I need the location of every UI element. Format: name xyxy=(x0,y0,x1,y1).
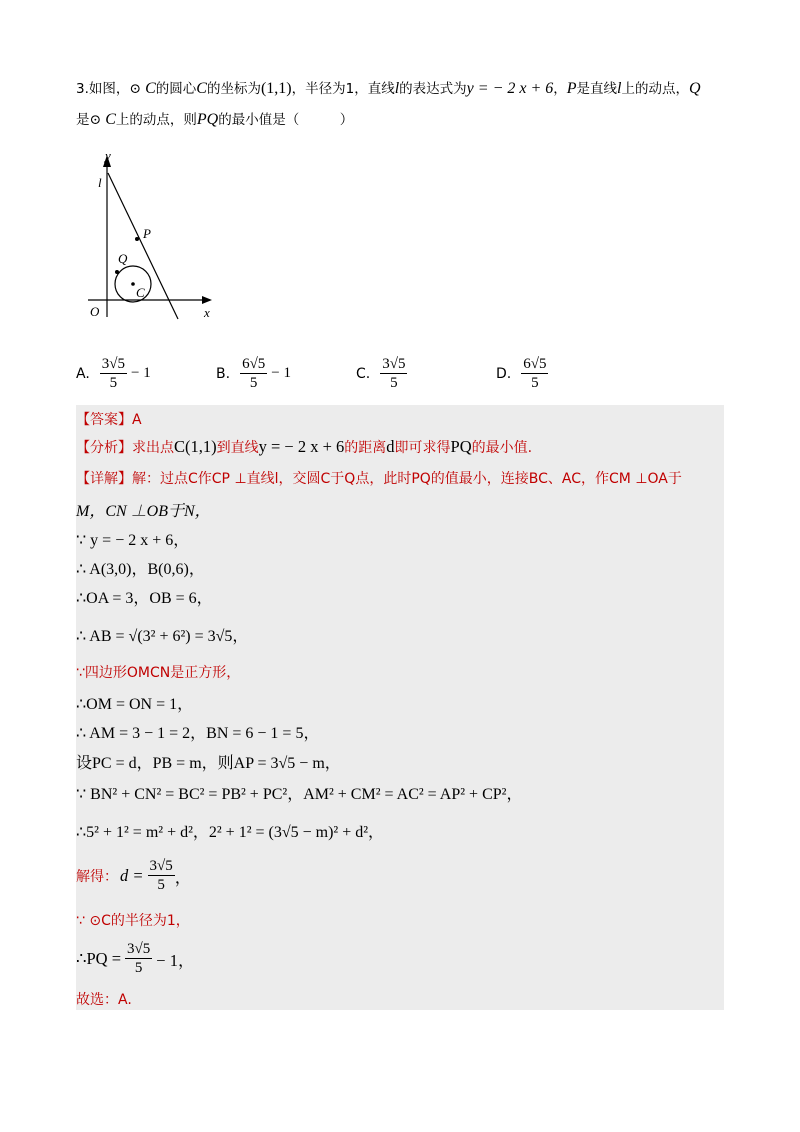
analysis-line: 【分析】求出点C(1,1)到直线y = − 2 x + 6的距离d即可求得PQ的最小值. xyxy=(76,437,533,456)
label-c: C xyxy=(136,285,145,300)
option-d[interactable]: D. $\frac{6√5}{5}$ xyxy=(496,356,547,391)
label-y: y xyxy=(105,148,111,163)
step-7: ∵四边形OMCN是正方形， xyxy=(76,665,241,681)
final-choice: 故选：A. xyxy=(76,992,132,1008)
step-5: ∴OA = 3，OB = 6， xyxy=(76,590,213,607)
geometry-figure xyxy=(80,145,230,325)
step-9: ∴ AM = 3 − 1 = 2，BN = 6 − 1 = 5， xyxy=(76,725,320,742)
answer-tag: 【答案】A xyxy=(76,412,142,428)
step-6: ∴ AB = √(3² + 6²) = 3√5， xyxy=(76,628,249,645)
point-c xyxy=(131,282,135,286)
step-10: 设PC = d，PB = m，则AP = 3√5 − m， xyxy=(76,755,341,772)
question-line-1: 3.如图，⊙ C的圆心C的坐标为(1,1)，半径为1，直线l的表达式为y = − 2 x + 6，P是直线l上的动点，Q xyxy=(76,80,701,97)
step-15: ∴PQ = $\frac{3√5}{5}$ − 1， xyxy=(76,941,195,976)
detail-line-2: M，CN ⊥OB于N， xyxy=(76,503,211,520)
detail-line-1: 【详解】解：过点C作CP ⊥直线l，交圆C于Q点，此时PQ的值最小，连接BC、AC，作CM ⊥OA于 xyxy=(76,471,682,487)
option-c[interactable]: C. $\frac{3√5}{5}$ xyxy=(356,356,406,391)
label-x: x xyxy=(204,305,210,320)
step-3: ∵ y = − 2 x + 6， xyxy=(76,532,190,549)
point-p xyxy=(135,237,139,241)
step-12: ∴5² + 1² = m² + d²，2² + 1² = (3√5 − m)² + d²， xyxy=(76,824,385,841)
label-l: l xyxy=(98,175,102,190)
step-13: 解得： d = $\frac{3√5}{5}$ ， xyxy=(76,858,192,893)
option-b[interactable]: B. $\frac{6√5}{5}$ − 1 xyxy=(216,356,292,391)
option-a[interactable]: A. $\frac{3√5}{5}$ − 1 xyxy=(76,356,151,391)
step-11: ∵ BN² + CN² = BC² = PB² + PC²，AM² + CM² = AC² = AP² + CP²， xyxy=(76,786,523,803)
question-line-2: 是⊙ C上的动点，则PQ的最小值是（ ） xyxy=(76,111,354,128)
label-o: O xyxy=(90,304,100,319)
step-8: ∴OM = ON = 1， xyxy=(76,696,194,713)
x-axis-arrow xyxy=(202,296,212,304)
point-q xyxy=(115,270,119,274)
label-q: Q xyxy=(118,251,128,266)
label-p: P xyxy=(143,226,151,241)
step-4: ∴ A(3,0)，B(0,6)， xyxy=(76,561,205,578)
step-14: ∵ ⊙C的半径为1， xyxy=(76,913,190,929)
